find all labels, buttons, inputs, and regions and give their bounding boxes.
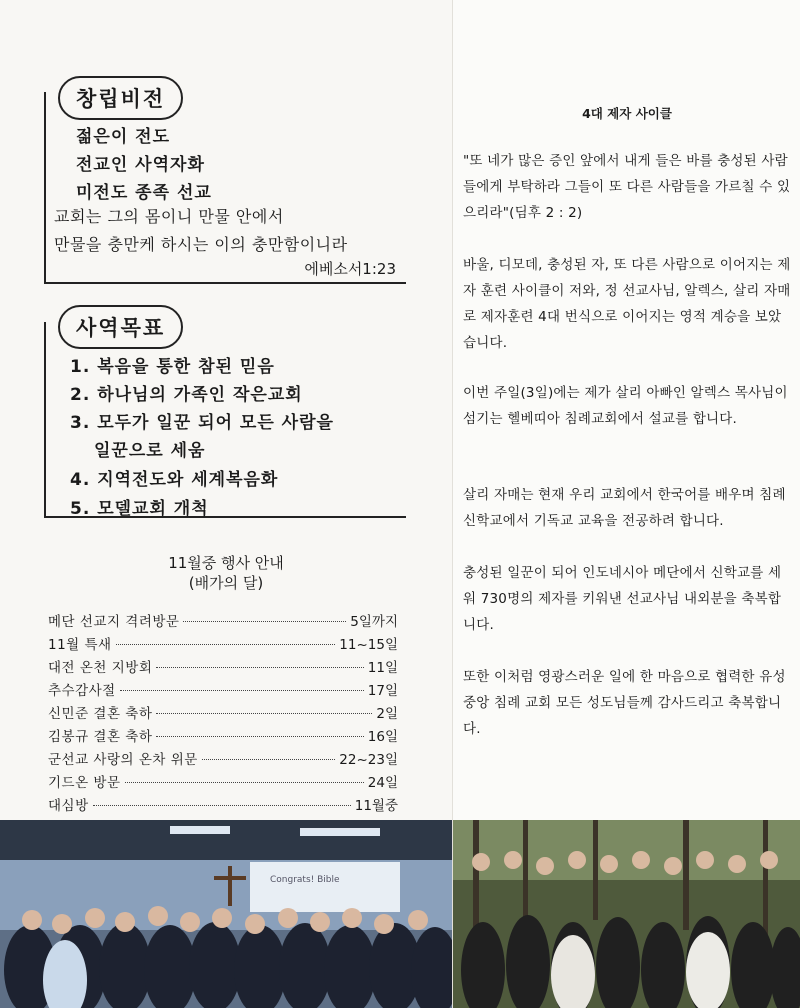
vision-verse-line-2: 만물을 충만케 하시는 이의 충만함이니라 [54, 235, 348, 254]
photo-banner-text: Congrats! Bible [270, 875, 340, 885]
events-subtitle: (배가의 달) [188, 574, 264, 592]
events-title: 11월중 행사 안내 [168, 554, 284, 572]
goals-badge: 사역목표 [58, 305, 183, 349]
leader-dots [183, 621, 346, 622]
vision-line-2: 전교인 사역자화 [76, 155, 205, 175]
event-name: 김봉규 결혼 축하 [48, 729, 153, 745]
leader-dots [120, 690, 364, 691]
leader-dots [156, 736, 363, 737]
leader-dots [116, 644, 336, 645]
event-name: 추수감사절 [48, 683, 116, 699]
article-paragraph: 이번 주일(3일)에는 제가 살리 아빠인 알렉스 목사님이 섬기는 헬베띠아 침례교회에서 설교를 합니다. [463, 385, 788, 427]
group-photo-indoor [0, 820, 452, 1008]
event-name: 11월 특새 [48, 637, 112, 653]
leader-dots [93, 805, 351, 806]
event-name: 군선교 사랑의 온차 위문 [48, 752, 198, 768]
article-paragraph: 또한 이처럼 영광스러운 일에 한 마음으로 협력한 유성중앙 침례 교회 모든 성도님들께 감사드리고 축복합니다. [463, 669, 786, 737]
goal-item: 4. 지역전도와 세계복음화 [70, 470, 279, 490]
leader-dots [202, 759, 335, 760]
event-name: 신민준 결혼 축하 [48, 706, 153, 722]
vision-line-1: 젊은이 전도 [76, 127, 171, 147]
event-row [48, 725, 398, 745]
event-row [48, 633, 398, 653]
right-page [452, 0, 800, 1008]
article-paragraph: 충성된 일꾼이 되어 인도네시아 메단에서 신학교를 세워 730명의 제자를 키워낸 선교사님 내외분을 축복합니다. [463, 565, 782, 633]
leader-dots [156, 667, 363, 668]
goal-item: 3. 모두가 일꾼 되어 모든 사람을 [70, 413, 334, 433]
event-row [48, 748, 398, 768]
goal-item: 일꾼으로 세움 [94, 441, 206, 461]
article-paragraph: "또 네가 많은 증인 앞에서 내게 들은 바를 충성된 사람들에게 부탁하라 그들이 또 다른 사람들을 가르칠 수 있으리라"(딤후 2 : 2) [463, 153, 791, 221]
vision-line-3: 미전도 종족 선교 [76, 183, 212, 203]
article-title: 4대 제자 사이클 [582, 106, 672, 121]
event-date: 16일 [367, 729, 398, 745]
event-name: 대심방 [48, 798, 89, 814]
event-date: 2일 [376, 706, 398, 722]
event-date: 24일 [367, 775, 398, 791]
vision-reference: 에베소서1:23 [304, 260, 396, 278]
goal-item: 2. 하나님의 가족인 작은교회 [70, 385, 303, 405]
event-date: 17일 [367, 683, 398, 699]
event-row [48, 679, 398, 699]
event-date: 11일 [367, 660, 398, 676]
event-row [48, 794, 398, 814]
leader-dots [156, 713, 372, 714]
event-row [48, 771, 398, 791]
event-row [48, 656, 398, 676]
event-date: 22~23일 [339, 752, 398, 768]
event-date: 5일까지 [350, 614, 398, 630]
vision-badge: 창립비전 [58, 76, 183, 120]
event-row [48, 702, 398, 722]
article-paragraph: 바울, 디모데, 충성된 자, 또 다른 사람으로 이어지는 제자 훈련 사이클이 저와, 정 선교사님, 알렉스, 살리 자매로 제자훈련 4대 번식으로 이어지는 영적 계승을 보았습니다. [463, 257, 791, 351]
leader-dots [125, 782, 364, 783]
event-name: 메단 선교지 격려방문 [48, 614, 180, 630]
event-name: 대전 온천 지방회 [48, 660, 153, 676]
event-row [48, 610, 398, 630]
group-photo-forest [453, 820, 800, 1008]
goal-item: 5. 모델교회 개척 [70, 499, 209, 519]
goal-item: 1. 복음을 통한 참된 믿음 [70, 357, 275, 377]
event-name: 기드온 방문 [48, 775, 121, 791]
event-date: 11월중 [354, 798, 398, 814]
vision-verse-line-1: 교회는 그의 몸이니 만물 안에서 [54, 207, 284, 226]
event-date: 11~15일 [339, 637, 398, 653]
article-paragraph: 살리 자매는 현재 우리 교회에서 한국어를 배우며 침례신학교에서 기독교 교육을 전공하려 합니다. [463, 487, 786, 529]
